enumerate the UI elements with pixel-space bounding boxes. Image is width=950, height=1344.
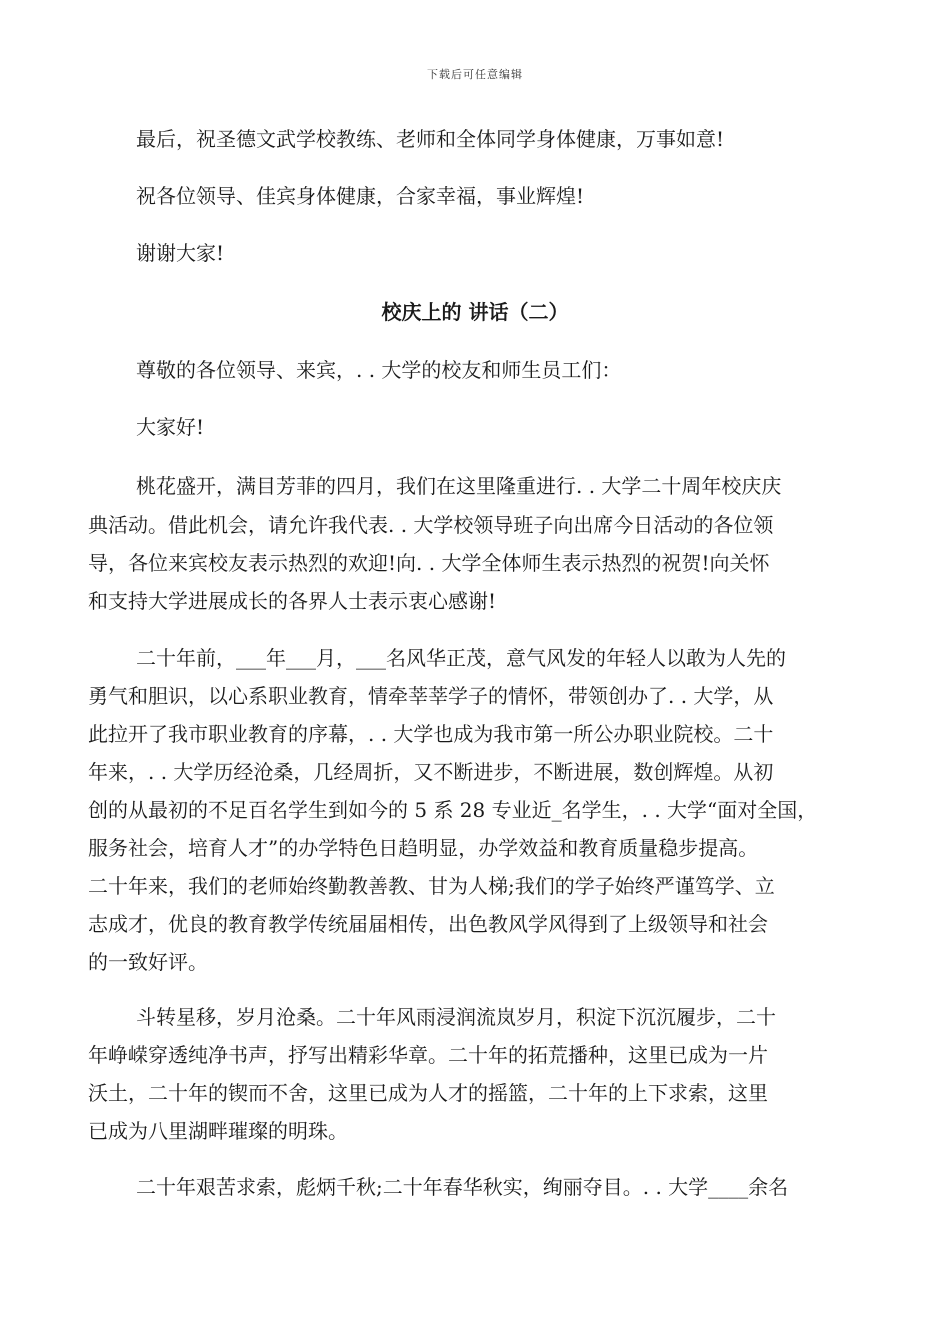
paragraph-4-line: 二十年艰苦求索，彪炳千秋;二十年春华秋实，绚丽夺目。. . 大学____余名 xyxy=(136,1175,789,1199)
closing-blessing-line: 祝各位领导、佳宾身体健康，合家幸福，事业辉煌! xyxy=(136,184,585,208)
paragraph-1-line: 桃花盛开，满目芳菲的四月，我们在这里隆重进行. . 大学二十周年校庆庆 xyxy=(136,474,782,498)
greeting: 大家好! xyxy=(136,415,205,439)
paragraph-2-line: 年来，. . 大学历经沧桑，几经周折，又不断进步，不断进展，数创辉煌。从初 xyxy=(88,760,774,784)
paragraph-2-line: 勇气和胆识，以心系职业教育，情牵莘莘学子的情怀，带领创办了. . 大学，从 xyxy=(88,684,774,708)
paragraph-1-line: 典活动。借此机会，请允许我代表. . 大学校领导班子向出席今日活动的各位领 xyxy=(88,513,774,537)
page-header-note: 下载后可任意编辑 xyxy=(427,68,523,81)
paragraph-2-line: 二十年前，___年___月，___名风华正茂，意气风发的年轻人以敢为人先的 xyxy=(136,646,786,670)
paragraph-2-line: 志成才，优良的教育教学传统届届相传，出色教风学风得到了上级领导和社会 xyxy=(88,912,768,936)
paragraph-2-line: 此拉开了我市职业教育的序幕，. . 大学也成为我市第一所公办职业院校。二十 xyxy=(88,722,774,746)
paragraph-1-line: 和支持大学进展成长的各界人士表示衷心感谢! xyxy=(88,589,497,613)
paragraph-2-line: 的一致好评。 xyxy=(88,950,208,974)
paragraph-3-line: 已成为八里湖畔璀璨的明珠。 xyxy=(88,1119,348,1143)
paragraph-2-line: 创的从最初的不足百名学生到如今的 5 系 28 专业近_名学生，. . 大学“面对全国， xyxy=(88,798,818,822)
paragraph-2-line: 二十年来，我们的老师始终勤教善教、甘为人梯;我们的学子始终严谨笃学、立 xyxy=(88,874,775,898)
closing-thanks-line: 谢谢大家! xyxy=(136,241,225,265)
salutation: 尊敬的各位领导、来宾，. . 大学的校友和师生员工们： xyxy=(136,358,622,382)
closing-wish-line: 最后，祝圣德文武学校教练、老师和全体同学身体健康，万事如意! xyxy=(136,127,725,151)
paragraph-3-line: 沃土，二十年的锲而不舍，这里已成为人才的摇篮，二十年的上下求索，这里 xyxy=(88,1081,768,1105)
paragraph-1-line: 导，各位来宾校友表示热烈的欢迎!向. . 大学全体师生表示热烈的祝贺!向关怀 xyxy=(88,551,770,575)
paragraph-2-line: 服务社会，培育人才”的办学特色日趋明显，办学效益和教育质量稳步提高。 xyxy=(88,836,759,860)
paragraph-3-line: 年峥嵘穿透纯净书声，抒写出精彩华章。二十年的拓荒播种，这里已成为一片 xyxy=(88,1043,768,1067)
paragraph-3-line: 斗转星移，岁月沧桑。二十年风雨浸润流岚岁月，积淀下沉沉履步，二十 xyxy=(136,1005,776,1029)
section-title: 校庆上的 讲话（二） xyxy=(381,300,569,324)
